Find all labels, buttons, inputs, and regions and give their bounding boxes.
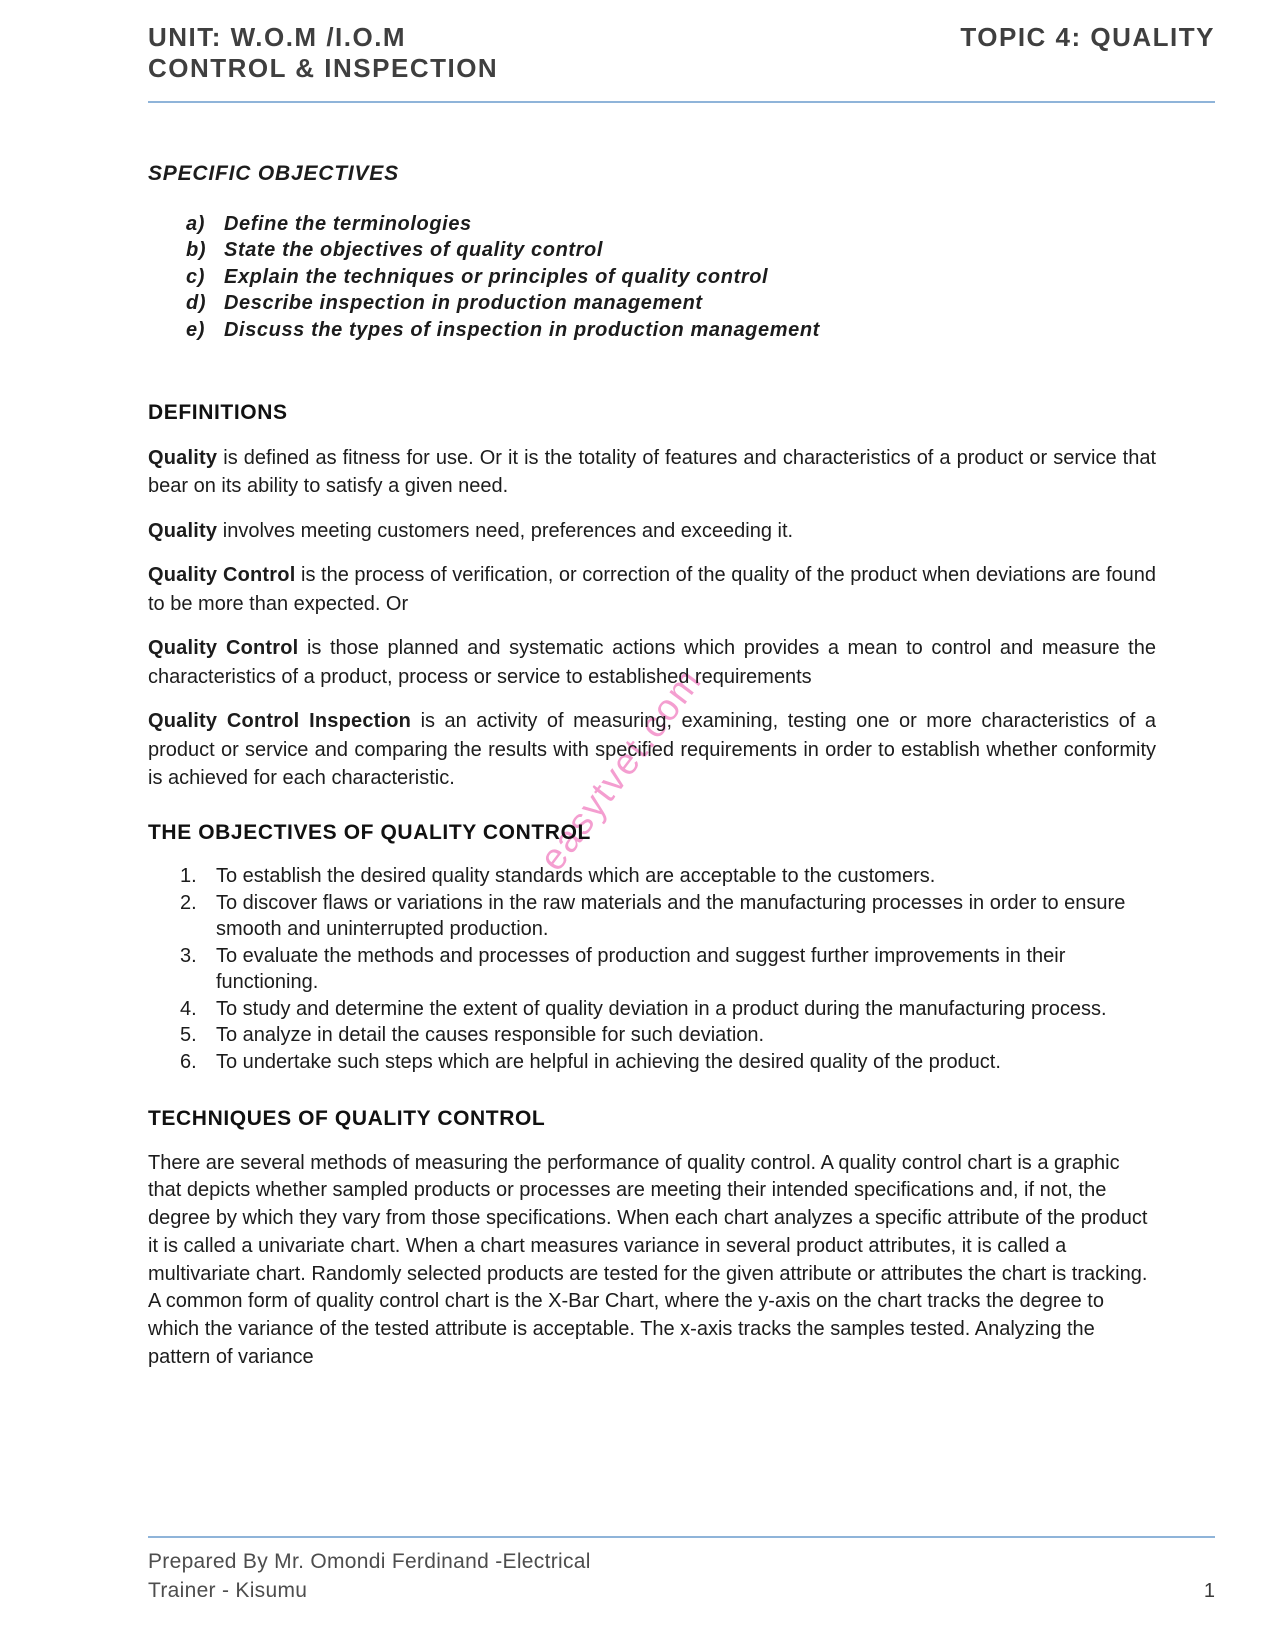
definition-term: Quality Control Inspection bbox=[148, 710, 412, 732]
list-number: 6. bbox=[180, 1050, 197, 1073]
objectives-list bbox=[180, 863, 1156, 1075]
list-marker: b) bbox=[186, 239, 207, 261]
definition-paragraph bbox=[148, 561, 1156, 618]
page-header bbox=[148, 22, 1215, 103]
list-number: 2. bbox=[180, 891, 197, 914]
list-number: 5. bbox=[180, 1024, 197, 1046]
definition-text: is defined as fitness for use. Or it is the totality of features and characteristics of a product or service that bear on its ability to satisfy a given need. bbox=[148, 446, 1156, 497]
specific-objectives-heading: SPECIFIC OBJECTIVES bbox=[148, 162, 399, 185]
page-footer bbox=[148, 1536, 1215, 1605]
list-item-text: Discuss the types of inspection in production management bbox=[224, 318, 820, 341]
document-body bbox=[148, 98, 1215, 1372]
list-number: 3. bbox=[180, 944, 197, 967]
list-item bbox=[186, 317, 1156, 344]
definition-term: Quality bbox=[148, 519, 218, 542]
page-number: 1 bbox=[1203, 1580, 1215, 1602]
list-item bbox=[180, 890, 1156, 943]
list-item-text: To establish the desired quality standards which are acceptable to the customers. bbox=[216, 865, 936, 887]
definition-text: is those planned and systematic actions which provides a mean to control and measure the characteristics of a product, process or service to established requirements bbox=[148, 637, 1156, 688]
list-marker: c) bbox=[186, 265, 205, 288]
list-number: 1. bbox=[180, 865, 197, 887]
list-item-text: Define the terminologies bbox=[224, 212, 472, 235]
list-item-text: Explain the techniques or principles of quality control bbox=[224, 265, 769, 288]
header-topic-title: TOPIC 4: QUALITY bbox=[960, 22, 1215, 52]
list-marker: e) bbox=[186, 318, 205, 341]
specific-objectives-list bbox=[186, 211, 1156, 344]
definition-text: involves meeting customers need, preferences and exceeding it. bbox=[217, 519, 794, 542]
list-item-text: To study and determine the extent of quality deviation in a product during the manufacturing process. bbox=[216, 997, 1107, 1020]
list-item bbox=[186, 237, 1156, 264]
definitions-heading: DEFINITIONS bbox=[148, 401, 288, 424]
techniques-heading: TECHNIQUES OF QUALITY CONTROL bbox=[148, 1107, 546, 1130]
list-number: 4. bbox=[180, 997, 197, 1020]
list-marker: a) bbox=[186, 212, 205, 235]
objectives-heading: THE OBJECTIVES OF QUALITY CONTROL bbox=[148, 820, 591, 844]
definition-text: is an activity of measuring, examining, testing one or more characteristics of a product or service and comparing the results with specified requirements in order to establish whether conformity is achieved for each characteristic. bbox=[148, 710, 1156, 789]
list-item bbox=[180, 943, 1156, 996]
list-item-text: To discover flaws or variations in the raw materials and the manufacturing processes in order to ensure smooth and uninterrupted production. bbox=[216, 891, 1126, 940]
watermark-text: easytvet.com bbox=[531, 660, 710, 879]
header-unit-title: UNIT: W.O.M /I.O.M bbox=[148, 22, 407, 52]
definition-text: is the process of verification, or correction of the quality of the product when deviations are found to be more than expected. Or bbox=[148, 564, 1156, 615]
header-topic-wrap: CONTROL & INSPECTION bbox=[148, 53, 499, 83]
definition-paragraph bbox=[148, 517, 1156, 546]
list-item bbox=[180, 1022, 1156, 1049]
definition-term: Quality Control bbox=[148, 564, 296, 586]
list-item bbox=[186, 264, 1156, 291]
list-item-text: Describe inspection in production management bbox=[224, 292, 703, 314]
list-item bbox=[186, 290, 1156, 317]
definition-paragraph bbox=[148, 634, 1156, 691]
list-item bbox=[180, 996, 1156, 1023]
footer-prepared-by bbox=[148, 1547, 591, 1605]
list-item bbox=[180, 863, 1156, 890]
list-item bbox=[186, 211, 1156, 238]
list-item bbox=[180, 1049, 1156, 1076]
list-marker: d) bbox=[186, 292, 207, 314]
list-item-text: To analyze in detail the causes responsible for such deviation. bbox=[216, 1024, 765, 1046]
techniques-paragraph: There are several methods of measuring the performance of quality control. A quality control chart is a graphic that depicts whether sampled products or processes are meeting their intended specifications and, if not, the degree by which they vary from those specifications. When each chart analyzes a specific attribute of the product it is called a univariate chart. When a chart measures variance in several product attributes, it is called a multivariate chart. Randomly selected products are tested for the given attribute or attributes the chart is tracking. A common form of quality control chart is the X-Bar Chart, where the y-axis on the chart tracks the degree to which the variance of the tested attribute is acceptable. The x-axis tracks the samples tested. Analyzing the pattern of variance bbox=[148, 1151, 1148, 1369]
definition-paragraph bbox=[148, 707, 1156, 793]
list-item-text: To evaluate the methods and processes of production and suggest further improvements in their functioning. bbox=[216, 944, 1066, 993]
definition-term: Quality Control bbox=[148, 637, 299, 659]
list-item-text: State the objectives of quality control bbox=[224, 239, 604, 261]
footer-line-2: Trainer - Kisumu bbox=[148, 1579, 308, 1602]
definition-paragraph bbox=[148, 444, 1156, 501]
definition-term: Quality bbox=[148, 446, 218, 469]
footer-line-1: Prepared By Mr. Omondi Ferdinand -Electrical bbox=[148, 1550, 591, 1573]
list-item-text: To undertake such steps which are helpful in achieving the desired quality of the product. bbox=[216, 1050, 1001, 1073]
